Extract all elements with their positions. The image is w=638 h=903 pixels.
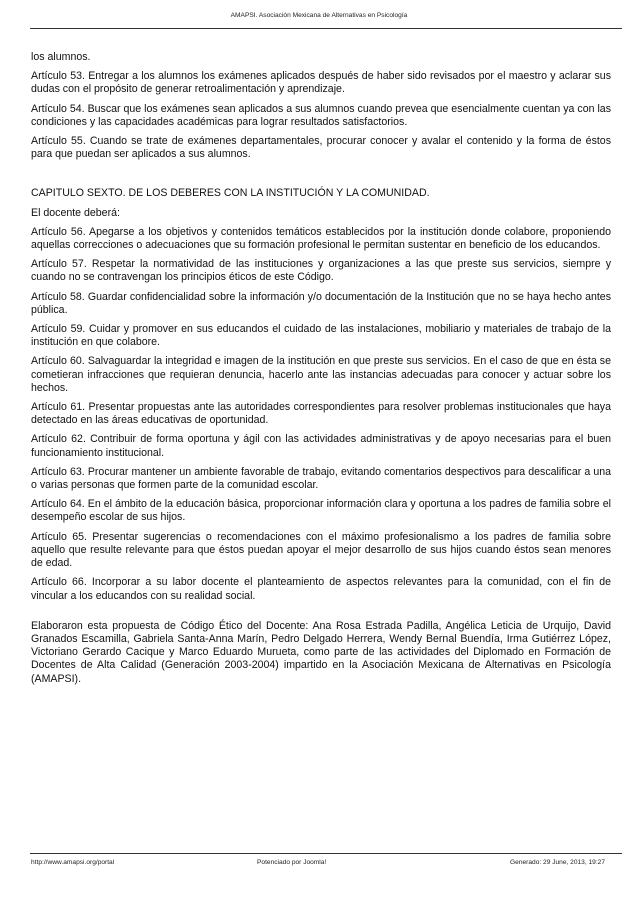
chapter-heading: CAPITULO SEXTO. DE LOS DEBERES CON LA INSTITUCIÓN Y LA COMUNIDAD.: [31, 187, 430, 200]
document-body: [31, 51, 611, 692]
footer-generated-date: Generado: 29 June, 2013, 19:27: [510, 859, 605, 866]
article-65: Artículo 65. Presentar sugerencias o recomendaciones con el máximo profesionalismo a los padres de familia sobre aquello que resulte relevante para que éstos puedan apoyar el mejor desarrollo de sus hijos cuando éstos sean menores de edad.: [31, 530, 611, 570]
article-53: Artículo 53. Entregar a los alumnos los exámenes aplicados después de haber sido revisados por el maestro y aclarar sus dudas con el propósito de generar retroalimentación y aprendizaje.: [31, 70, 611, 96]
article-58: Artículo 58. Guardar confidencialidad sobre la información y/o documentación de la Institución que no se haya hecho antes pública.: [31, 290, 611, 316]
header-divider: [30, 28, 622, 29]
chapter-intro: El docente deberá:: [31, 206, 120, 219]
article-62: Artículo 62. Contribuir de forma oportuna y ágil con las actividades administrativas y de apoyo necesarias para el buen funcionamiento institucional.: [31, 433, 611, 459]
footer-divider: [30, 853, 622, 854]
article-56: Artículo 56. Apegarse a los objetivos y contenidos temáticos establecidos por la institución donde colabore, proponiendo aquellas correcciones o adecuaciones que su formación profesional le permitan sustentar en beneficio de los educandos.: [31, 225, 611, 252]
article-60: Artículo 60. Salvaguardar la integridad e imagen de la institución en que preste sus servicios. En el caso de que en ésta se cometieran infracciones que requieran denuncia, hacerlo ante las instancias adecuadas para conocer y actuar sobre los hechos.: [31, 355, 611, 394]
page-header-title: AMAPSI. Asociación Mexicana de Alternativas en Psicología: [230, 12, 408, 19]
article-54: Artículo 54. Buscar que los exámenes sean aplicados a sus alumnos cuando prevea que esencialmente cuentan ya con las condiciones y las capacidades académicas para lograr resultados satisfactorios.: [31, 102, 611, 128]
article-66: Artículo 66. Incorporar a su labor docente el planteamiento de aspectos relevantes para la comunidad, con el fin de vincular a los educandos con su realidad social.: [31, 576, 611, 602]
article-55: Artículo 55. Cuando se trate de exámenes departamentales, procurar conocer y avalar el contenido y la forma de éstos para que puedan ser aplicados a sus alumnos.: [31, 135, 611, 161]
footer-url-link[interactable]: http://www.amapsi.org/portal: [31, 859, 115, 866]
article-61: Artículo 61. Presentar propuestas ante las autoridades correspondientes para resolver problemas institucionales que haya detectado en las áreas educativas de oportunidad.: [31, 401, 611, 427]
authors-credit: Elaboraron esta propuesta de Código Ético del Docente: Ana Rosa Estrada Padilla, Angélica Leticia de Urquijo, David Granados Escamilla, Gabriela Santa-Anna Marín, Pedro Delgado Herrera, Wendy Bernal Buendía, Irma Gutiérrez López, Victoriano Gerardo Cacique y Marco Eduardo Murueta, como parte de las actividades del Diplomado en Formación de Docentes de Alta Calidad (Generación 2003-2004) impartido en la Asociación Mexicana de Alternativas en Psicología (AMAPSI).: [31, 619, 611, 685]
article-64: Artículo 64. En el ámbito de la educación básica, proporcionar información clara y oportuna a los padres de familia sobre el desempeño escolar de sus hijos.: [31, 498, 611, 524]
article-63: Artículo 63. Procurar mantener un ambiente favorable de trabajo, evitando comentarios despectivos para descalificar a una o varias personas que formen parte de la comunidad escolar.: [31, 465, 611, 492]
paragraph-continuation: los alumnos.: [31, 51, 91, 63]
article-59: Artículo 59. Cuidar y promover en sus educandos el cuidado de las instalaciones, mobiliario y materiales de trabajo de la institución en que colabore.: [31, 323, 611, 349]
article-57: Artículo 57. Respetar la normatividad de las instituciones y organizaciones a las que preste sus servicios, siempre y cuando no se contravengan los principios éticos de este Código.: [31, 258, 611, 284]
footer-powered-by: Potenciado por Joomla!: [257, 859, 327, 866]
